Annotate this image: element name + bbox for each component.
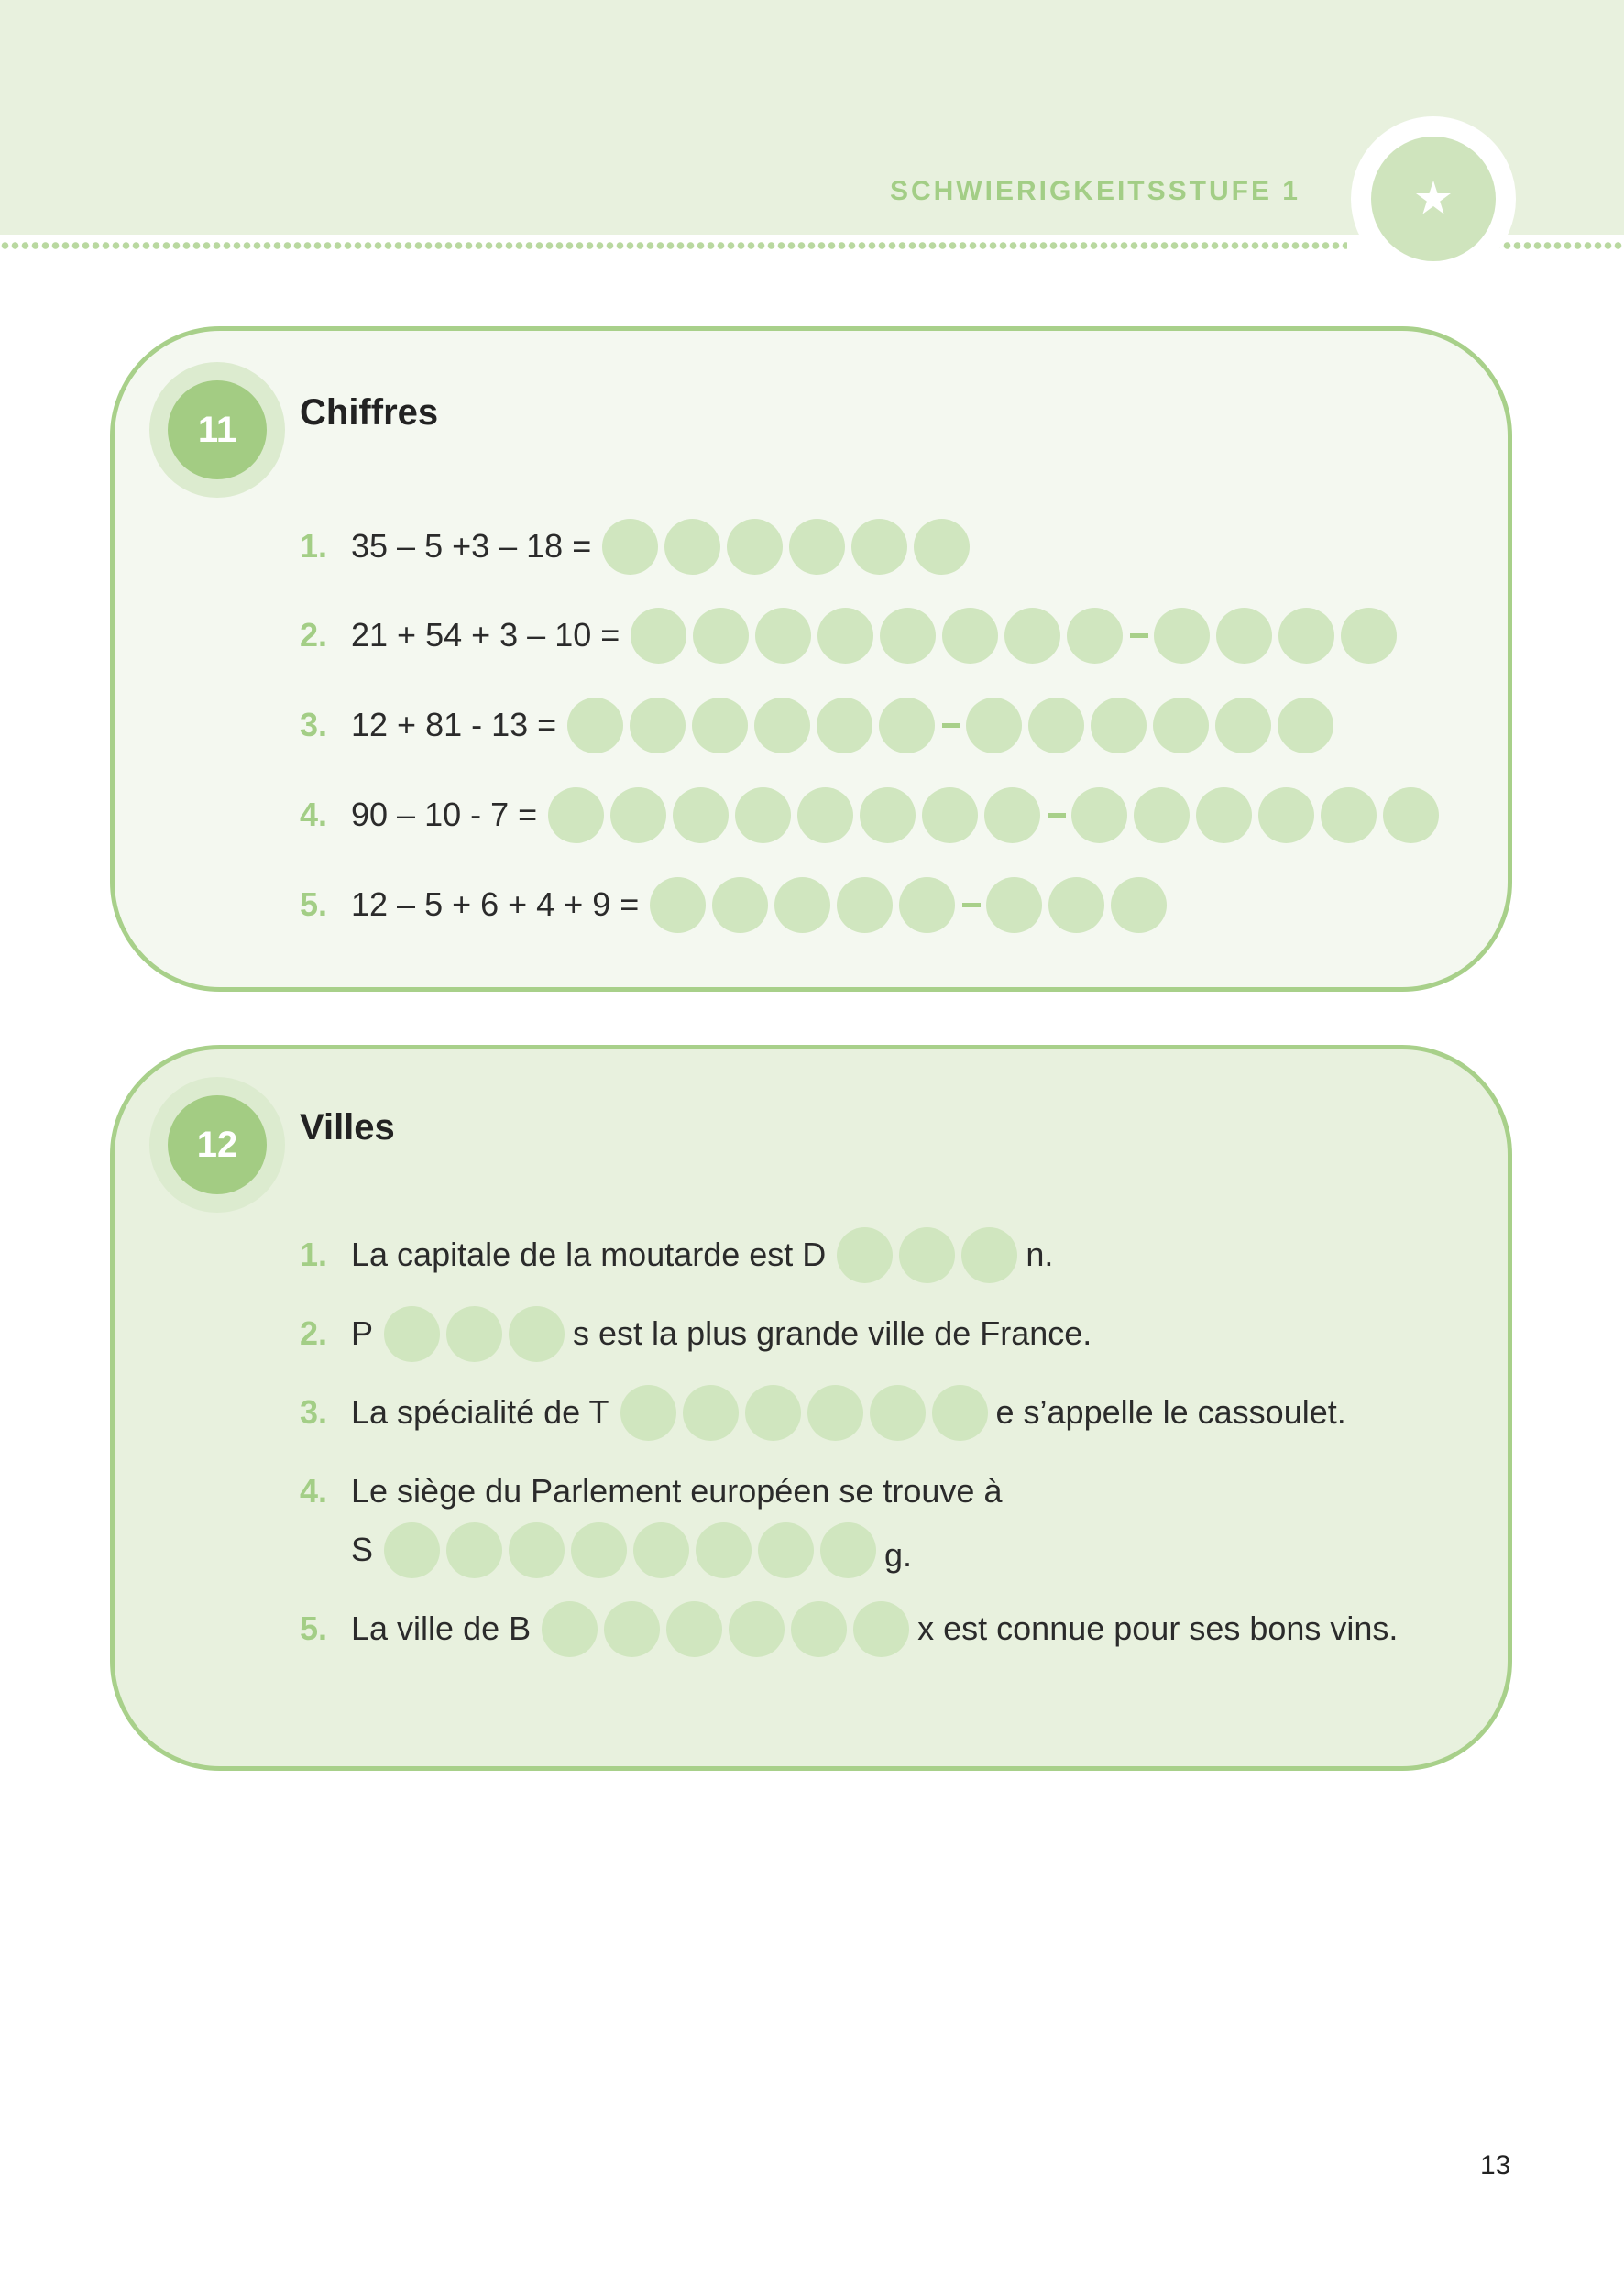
answer-letter-circle[interactable] bbox=[807, 1385, 863, 1441]
answer-letter-circle[interactable] bbox=[817, 698, 872, 753]
answer-letter-circle[interactable] bbox=[1154, 608, 1210, 664]
item-prompt: La ville de B bbox=[351, 1609, 532, 1647]
item-prompt: 21 + 54 + 3 – 10 = bbox=[351, 616, 620, 654]
exercise-item bbox=[300, 1225, 1053, 1284]
answer-letter-circle[interactable] bbox=[961, 1227, 1017, 1283]
exercise-card-12 bbox=[110, 1045, 1512, 1771]
answer-blanks[interactable] bbox=[379, 1306, 571, 1362]
answer-letter-circle[interactable] bbox=[693, 608, 749, 664]
answer-letter-circle[interactable] bbox=[620, 1385, 676, 1441]
item-suffix: n. bbox=[1026, 1236, 1054, 1273]
answer-letter-circle[interactable] bbox=[880, 608, 936, 664]
exercise-number-badge: 12 bbox=[168, 1095, 267, 1194]
word-separator-dash bbox=[1048, 813, 1066, 818]
answer-letter-circle[interactable] bbox=[1216, 608, 1272, 664]
difficulty-badge bbox=[1371, 137, 1496, 261]
item-suffix: s est la plus grande ville de France. bbox=[573, 1314, 1092, 1352]
answer-letter-circle[interactable] bbox=[567, 698, 623, 753]
item-number: 3. bbox=[300, 706, 328, 743]
item-prompt: 12 + 81 - 13 = bbox=[351, 706, 557, 743]
answer-blanks[interactable] bbox=[597, 519, 976, 575]
answer-letter-circle[interactable] bbox=[879, 698, 935, 753]
answer-letter-circle[interactable] bbox=[791, 1601, 847, 1657]
answer-letter-circle[interactable] bbox=[384, 1522, 440, 1578]
answer-letter-circle[interactable] bbox=[817, 608, 873, 664]
answer-letter-circle[interactable] bbox=[683, 1385, 739, 1441]
item-number: 1. bbox=[300, 527, 328, 565]
word-separator-dash bbox=[962, 903, 981, 907]
answer-letter-circle[interactable] bbox=[1067, 608, 1123, 664]
answer-letter-circle[interactable] bbox=[774, 877, 830, 933]
exercise-title: Chiffres bbox=[300, 392, 439, 433]
exercise-item bbox=[300, 1304, 1092, 1363]
exercise-card-11 bbox=[110, 326, 1512, 992]
answer-letter-circle[interactable] bbox=[1278, 698, 1333, 753]
item-prompt: 35 – 5 +3 – 18 = bbox=[351, 527, 592, 565]
answer-letter-circle[interactable] bbox=[914, 519, 970, 575]
answer-letter-circle[interactable] bbox=[384, 1306, 440, 1362]
answer-letter-circle[interactable] bbox=[602, 519, 658, 575]
answer-letter-circle[interactable] bbox=[820, 1522, 876, 1578]
answer-blanks[interactable] bbox=[379, 1522, 883, 1578]
answer-letter-circle[interactable] bbox=[673, 787, 729, 843]
answer-blanks[interactable] bbox=[562, 698, 1340, 753]
item-number: 3. bbox=[300, 1393, 328, 1431]
answer-letter-circle[interactable] bbox=[789, 519, 845, 575]
answer-letter-circle[interactable] bbox=[446, 1522, 502, 1578]
answer-letter-circle[interactable] bbox=[692, 698, 748, 753]
answer-letter-circle[interactable] bbox=[631, 608, 686, 664]
answer-blanks[interactable] bbox=[536, 1601, 916, 1657]
exercise-item bbox=[300, 517, 978, 576]
answer-letter-circle[interactable] bbox=[1071, 787, 1127, 843]
word-separator-dash bbox=[1130, 633, 1148, 638]
exercise-item bbox=[300, 875, 1175, 934]
item-number: 2. bbox=[300, 616, 328, 654]
answer-letter-circle[interactable] bbox=[1111, 877, 1167, 933]
answer-letter-circle[interactable] bbox=[899, 877, 955, 933]
answer-letter-circle[interactable] bbox=[984, 787, 1040, 843]
answer-letter-circle[interactable] bbox=[509, 1306, 565, 1362]
page-number: 13 bbox=[1480, 2150, 1511, 2181]
answer-letter-circle[interactable] bbox=[899, 1227, 955, 1283]
item-suffix: g. bbox=[884, 1536, 913, 1574]
answer-letter-circle[interactable] bbox=[727, 519, 783, 575]
exercise-number-badge: 11 bbox=[168, 380, 267, 479]
answer-letter-circle[interactable] bbox=[1028, 698, 1084, 753]
answer-letter-circle[interactable] bbox=[604, 1601, 660, 1657]
answer-letter-circle[interactable] bbox=[446, 1306, 502, 1362]
star-icon bbox=[1413, 179, 1454, 219]
answer-letter-circle[interactable] bbox=[942, 608, 998, 664]
answer-letter-circle[interactable] bbox=[853, 1601, 909, 1657]
exercise-title: Villes bbox=[300, 1107, 395, 1148]
answer-letter-circle[interactable] bbox=[650, 877, 706, 933]
exercise-item bbox=[300, 1462, 1002, 1521]
exercise-item bbox=[300, 606, 1405, 665]
item-number: 1. bbox=[300, 1236, 328, 1273]
answer-letter-circle[interactable] bbox=[1383, 787, 1439, 843]
answer-blanks[interactable] bbox=[831, 1227, 1024, 1283]
answer-letter-circle[interactable] bbox=[542, 1601, 598, 1657]
answer-letter-circle[interactable] bbox=[754, 698, 810, 753]
answer-letter-circle[interactable] bbox=[1258, 787, 1314, 843]
answer-letter-circle[interactable] bbox=[922, 787, 978, 843]
answer-letter-circle[interactable] bbox=[966, 698, 1022, 753]
item-prompt: S bbox=[351, 1531, 374, 1568]
answer-letter-circle[interactable] bbox=[1278, 608, 1334, 664]
answer-letter-circle[interactable] bbox=[735, 787, 791, 843]
answer-letter-circle[interactable] bbox=[1215, 698, 1271, 753]
answer-letter-circle[interactable] bbox=[1153, 698, 1209, 753]
answer-letter-circle[interactable] bbox=[745, 1385, 801, 1441]
exercise-item bbox=[300, 785, 1447, 844]
answer-blanks[interactable] bbox=[625, 608, 1403, 664]
answer-letter-circle[interactable] bbox=[932, 1385, 988, 1441]
answer-letter-circle[interactable] bbox=[712, 877, 768, 933]
answer-letter-circle[interactable] bbox=[870, 1385, 926, 1441]
answer-letter-circle[interactable] bbox=[1341, 608, 1397, 664]
answer-letter-circle[interactable] bbox=[1048, 877, 1104, 933]
answer-letter-circle[interactable] bbox=[758, 1522, 814, 1578]
answer-letter-circle[interactable] bbox=[1134, 787, 1190, 843]
answer-letter-circle[interactable] bbox=[860, 787, 916, 843]
answer-letter-circle[interactable] bbox=[633, 1522, 689, 1578]
exercise-item bbox=[300, 1599, 1398, 1658]
answer-letter-circle[interactable] bbox=[755, 608, 811, 664]
answer-letter-circle[interactable] bbox=[1091, 698, 1147, 753]
answer-letter-circle[interactable] bbox=[509, 1522, 565, 1578]
answer-letter-circle[interactable] bbox=[851, 519, 907, 575]
word-separator-dash bbox=[942, 723, 960, 728]
answer-letter-circle[interactable] bbox=[1321, 787, 1377, 843]
answer-letter-circle[interactable] bbox=[1196, 787, 1252, 843]
answer-letter-circle[interactable] bbox=[664, 519, 720, 575]
item-prompt: 12 – 5 + 6 + 4 + 9 = bbox=[351, 885, 640, 923]
answer-letter-circle[interactable] bbox=[610, 787, 666, 843]
answer-letter-circle[interactable] bbox=[837, 1227, 893, 1283]
item-prompt: 90 – 10 - 7 = bbox=[351, 796, 538, 833]
item-number: 4. bbox=[300, 796, 328, 833]
item-suffix: x est connue pour ses bons vins. bbox=[917, 1609, 1399, 1647]
answer-blanks[interactable] bbox=[543, 787, 1445, 843]
answer-letter-circle[interactable] bbox=[571, 1522, 627, 1578]
item-number: 4. bbox=[300, 1472, 328, 1510]
answer-letter-circle[interactable] bbox=[837, 877, 893, 933]
item-suffix: e s’appelle le cassoulet. bbox=[995, 1393, 1346, 1431]
answer-blanks[interactable] bbox=[644, 877, 1173, 933]
exercise-item bbox=[300, 1383, 1346, 1442]
item-number: 5. bbox=[300, 885, 328, 923]
exercise-item bbox=[300, 696, 1342, 754]
difficulty-level-label: SCHWIERIGKEITSSTUFE 1 bbox=[889, 176, 1300, 206]
item-prompt: P bbox=[351, 1314, 374, 1352]
answer-letter-circle[interactable] bbox=[729, 1601, 785, 1657]
answer-letter-circle[interactable] bbox=[1004, 608, 1060, 664]
answer-letter-circle[interactable] bbox=[797, 787, 853, 843]
answer-blanks[interactable] bbox=[615, 1385, 994, 1441]
answer-letter-circle[interactable] bbox=[666, 1601, 722, 1657]
answer-letter-circle[interactable] bbox=[986, 877, 1042, 933]
item-number: 2. bbox=[300, 1314, 328, 1352]
answer-letter-circle[interactable] bbox=[696, 1522, 752, 1578]
answer-letter-circle[interactable] bbox=[548, 787, 604, 843]
answer-letter-circle[interactable] bbox=[630, 698, 686, 753]
item-prompt: Le siège du Parlement européen se trouve à bbox=[351, 1472, 1003, 1510]
item-prompt: La spécialité de T bbox=[351, 1393, 609, 1431]
item-prompt: La capitale de la moutarde est D bbox=[351, 1236, 827, 1273]
exercise-item-continuation bbox=[300, 1521, 912, 1579]
item-number: 5. bbox=[300, 1609, 328, 1647]
